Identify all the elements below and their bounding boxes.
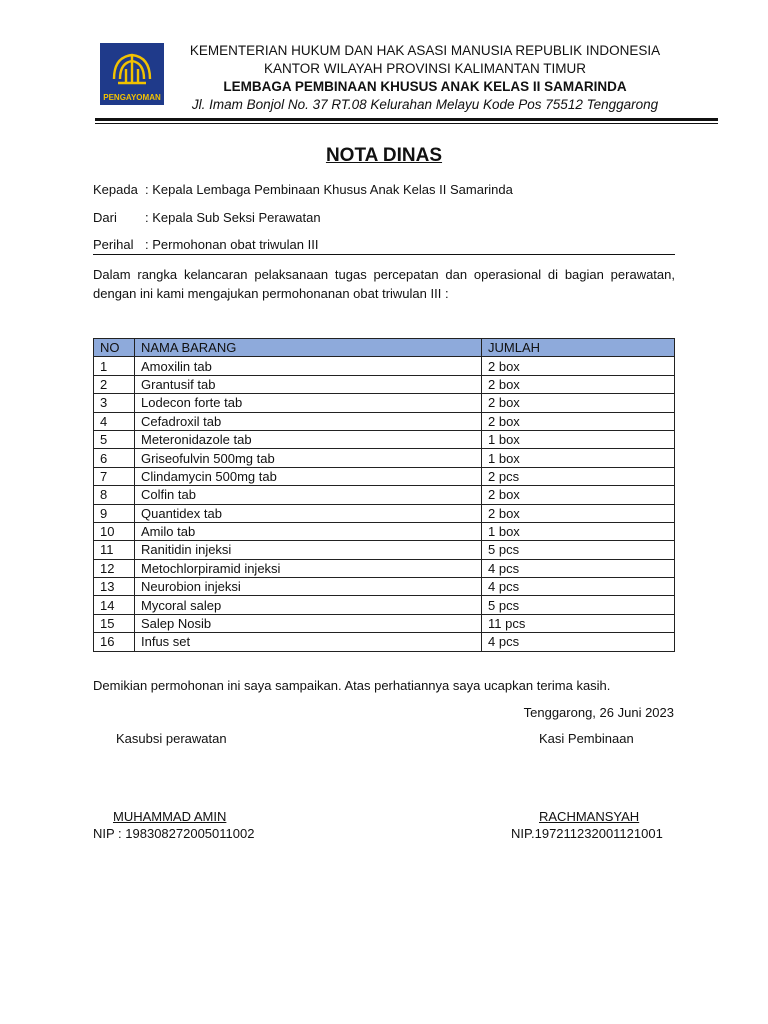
meta-divider — [93, 254, 675, 255]
table-row — [94, 467, 675, 485]
cell-nama-barang: Infus set — [135, 633, 482, 651]
logo-text: PENGAYOMAN — [103, 93, 161, 102]
pengayoman-emblem-icon — [100, 43, 164, 105]
table-row — [94, 633, 675, 651]
table-row — [94, 596, 675, 614]
cell-nama-barang: Amoxilin tab — [135, 357, 482, 375]
table-row — [94, 412, 675, 430]
cell-no: 9 — [94, 504, 135, 522]
cell-no: 16 — [94, 633, 135, 651]
letterhead-rule-thin — [95, 123, 718, 124]
table-row — [94, 614, 675, 632]
meta-kepada — [93, 182, 513, 197]
cell-nama-barang: Meteronidazole tab — [135, 430, 482, 448]
letter-date: Tenggarong, 26 Juni 2023 — [523, 705, 674, 720]
document-title: NOTA DINAS — [325, 145, 443, 166]
table-row — [94, 486, 675, 504]
cell-jumlah: 2 box — [482, 357, 675, 375]
signature-right-role: Kasi Pembinaan — [539, 731, 634, 746]
cell-no: 8 — [94, 486, 135, 504]
meta-perihal-value: : Permohonan obat triwulan III — [145, 237, 319, 252]
cell-jumlah: 4 pcs — [482, 633, 675, 651]
cell-nama-barang: Neurobion injeksi — [135, 578, 482, 596]
cell-no: 5 — [94, 430, 135, 448]
meta-dari-label: Dari — [93, 210, 117, 225]
table-row — [94, 357, 675, 375]
cell-jumlah: 2 box — [482, 504, 675, 522]
cell-nama-barang: Clindamycin 500mg tab — [135, 467, 482, 485]
column-header-no: NO — [94, 339, 135, 357]
column-header-jumlah: JUMLAH — [482, 339, 675, 357]
cell-no: 2 — [94, 375, 135, 393]
cell-no: 7 — [94, 467, 135, 485]
meta-kepada-label: Kepada — [93, 182, 138, 197]
medicine-table — [93, 338, 675, 652]
cell-no: 15 — [94, 614, 135, 632]
table-row — [94, 522, 675, 540]
table-row — [94, 541, 675, 559]
cell-nama-barang: Quantidex tab — [135, 504, 482, 522]
letterhead-regional-office: KANTOR WILAYAH PROVINSI KALIMANTAN TIMUR — [263, 61, 587, 76]
meta-dari — [93, 210, 321, 225]
column-header-nama-barang: NAMA BARANG — [135, 339, 482, 357]
cell-jumlah: 2 box — [482, 412, 675, 430]
cell-no: 10 — [94, 522, 135, 540]
meta-perihal-label: Perihal — [93, 237, 134, 252]
closing-sentence: Demikian permohonan ini saya sampaikan. Atas perhatiannya saya ucapkan terima kasih. — [93, 678, 611, 693]
meta-dari-value: : Kepala Sub Seksi Perawatan — [145, 210, 321, 225]
cell-no: 14 — [94, 596, 135, 614]
cell-jumlah: 2 box — [482, 486, 675, 504]
table-row — [94, 375, 675, 393]
cell-nama-barang: Colfin tab — [135, 486, 482, 504]
letterhead-rule — [95, 118, 718, 121]
cell-nama-barang: Ranitidin injeksi — [135, 541, 482, 559]
cell-no: 3 — [94, 394, 135, 412]
cell-no: 13 — [94, 578, 135, 596]
cell-nama-barang: Grantusif tab — [135, 375, 482, 393]
meta-perihal — [93, 237, 318, 252]
cell-jumlah: 5 pcs — [482, 596, 675, 614]
signature-left-role: Kasubsi perawatan — [116, 731, 227, 746]
cell-jumlah: 4 pcs — [482, 559, 675, 577]
cell-jumlah: 2 box — [482, 394, 675, 412]
cell-jumlah: 1 box — [482, 449, 675, 467]
meta-kepada-value: : Kepala Lembaga Pembinaan Khusus Anak Kelas II Samarinda — [145, 182, 513, 197]
cell-jumlah: 2 pcs — [482, 467, 675, 485]
table-row — [94, 430, 675, 448]
cell-nama-barang: Salep Nosib — [135, 614, 482, 632]
cell-no: 11 — [94, 541, 135, 559]
letterhead-address: Jl. Imam Bonjol No. 37 RT.08 Kelurahan Melayu Kode Pos 75512 Tenggarong — [191, 97, 659, 112]
cell-nama-barang: Metochlorpiramid injeksi — [135, 559, 482, 577]
cell-jumlah: 11 pcs — [482, 614, 675, 632]
table-body — [94, 357, 675, 651]
table-header-row — [94, 339, 675, 357]
table-row — [94, 578, 675, 596]
cell-jumlah: 5 pcs — [482, 541, 675, 559]
signature-left-nip: NIP : 198308272005011002 — [93, 826, 255, 841]
cell-nama-barang: Mycoral salep — [135, 596, 482, 614]
table-row — [94, 449, 675, 467]
signature-right-name: RACHMANSYAH — [539, 809, 640, 824]
letterhead-institution: LEMBAGA PEMBINAAN KHUSUS ANAK KELAS II SAMARINDA — [223, 79, 627, 94]
cell-no: 6 — [94, 449, 135, 467]
cell-jumlah: 1 box — [482, 430, 675, 448]
cell-no: 4 — [94, 412, 135, 430]
cell-jumlah: 4 pcs — [482, 578, 675, 596]
table-row — [94, 559, 675, 577]
signature-left-name: MUHAMMAD AMIN — [113, 809, 227, 824]
cell-nama-barang: Lodecon forte tab — [135, 394, 482, 412]
cell-jumlah: 1 box — [482, 522, 675, 540]
letterhead — [180, 42, 670, 114]
intro-paragraph: Dalam rangka kelancaran pelaksanaan tugas percepatan dan operasional di bagian perawatan, dengan ini kami mengajukan permohonanan obat triwulan III : — [93, 267, 675, 301]
cell-nama-barang: Amilo tab — [135, 522, 482, 540]
signature-right-nip: NIP.197211232001121001 — [511, 826, 663, 841]
table-row — [94, 504, 675, 522]
letterhead-ministry: KEMENTERIAN HUKUM DAN HAK ASASI MANUSIA REPUBLIK INDONESIA — [189, 43, 661, 58]
cell-nama-barang: Griseofulvin 500mg tab — [135, 449, 482, 467]
table-row — [94, 394, 675, 412]
cell-nama-barang: Cefadroxil tab — [135, 412, 482, 430]
cell-no: 12 — [94, 559, 135, 577]
cell-no: 1 — [94, 357, 135, 375]
cell-jumlah: 2 box — [482, 375, 675, 393]
